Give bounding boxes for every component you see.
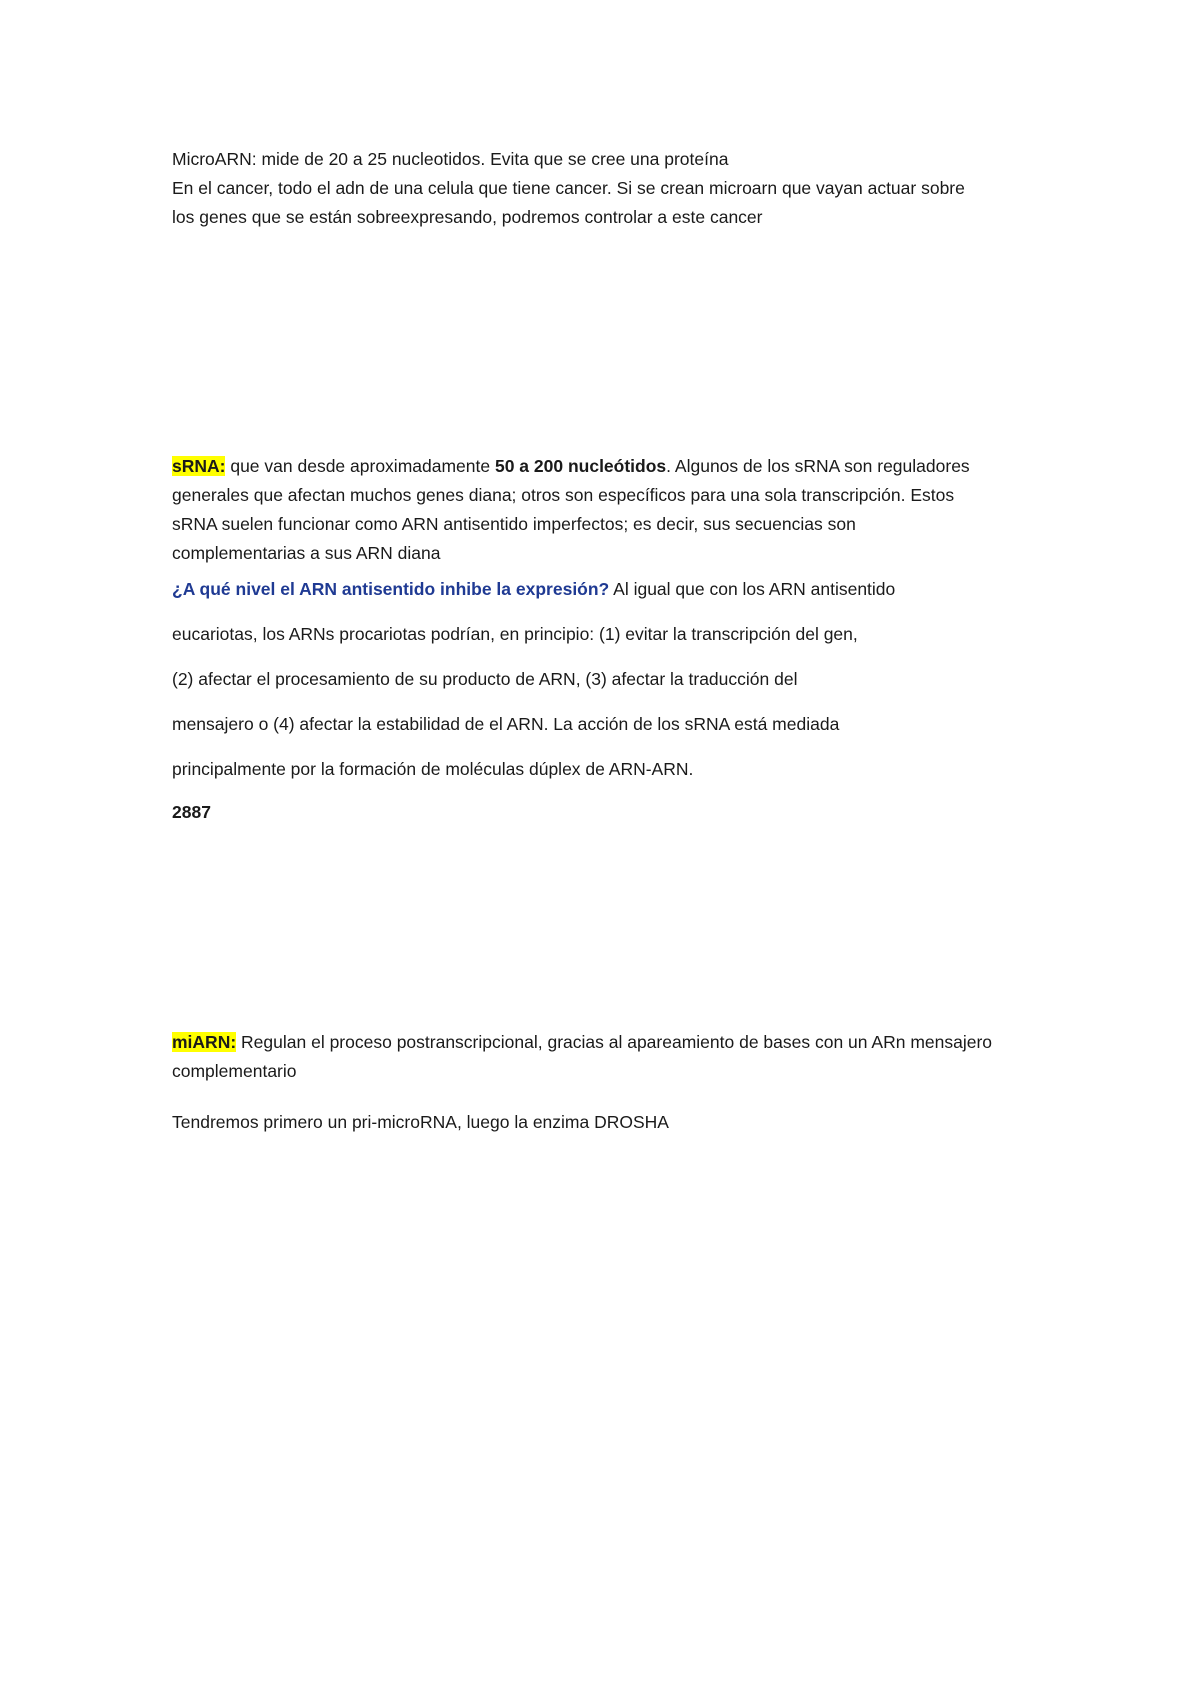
srna-bold-range: 50 a 200 nucleótidos bbox=[494, 456, 667, 476]
srna-label: sRNA: bbox=[172, 456, 226, 476]
microarn-text: : mide de 20 a 25 nucleotidos. Evita que se cree una proteína bbox=[251, 149, 729, 169]
antisense-line-1 bbox=[172, 575, 1052, 604]
miarn-text: Regulan el proceso postranscripcional, gracias al apareamiento de bases con un ARn mensajero complementario bbox=[172, 1032, 993, 1081]
antisense-line-2: eucariotas, los ARNs procariotas podrían, en principio: (1) evitar la transcripción del gen, bbox=[172, 624, 858, 644]
drosha-paragraph: Tendremos primero un pri-microRNA, luego la enzima DROSHA bbox=[172, 1112, 669, 1132]
antisense-line1-text: Al igual que con los ARN antisentido bbox=[609, 579, 896, 599]
miarn-label: miARN: bbox=[172, 1032, 237, 1052]
antisense-question: ¿A qué nivel el ARN antisentido inhibe la expresión? bbox=[172, 579, 610, 599]
antisense-line-5: principalmente por la formación de moléculas dúplex de ARN-ARN. bbox=[172, 759, 694, 779]
antisense-line-4: mensajero o (4) afectar la estabilidad de el ARN. La acción de los sRNA está mediada bbox=[172, 714, 840, 734]
microarn-label: MicroARN bbox=[172, 149, 252, 169]
srna-text-after: . Algunos de los sRNA son reguladores generales que afectan muchos genes diana; otros son específicos para una sola transcripción. Estos sRNA suelen funcionar como ARN antisentido imperfectos; es decir, sus secuencias son complementarias a sus ARN diana bbox=[172, 456, 970, 563]
antisense-line-3: (2) afectar el procesamiento de su producto de ARN, (3) afectar la traducción del bbox=[172, 669, 798, 689]
microarn-paragraph bbox=[172, 145, 1052, 174]
srna-paragraph bbox=[172, 452, 972, 568]
miarn-paragraph bbox=[172, 1028, 1032, 1086]
srna-text-before: que van desde aproximadamente bbox=[225, 456, 495, 476]
number-2887: 2887 bbox=[172, 802, 211, 822]
cancer-paragraph: En el cancer, todo el adn de una celula que tiene cancer. Si se crean microarn que vayan actuar sobre los genes que se están sobreexpresando, podremos controlar a este cancer bbox=[172, 178, 965, 227]
